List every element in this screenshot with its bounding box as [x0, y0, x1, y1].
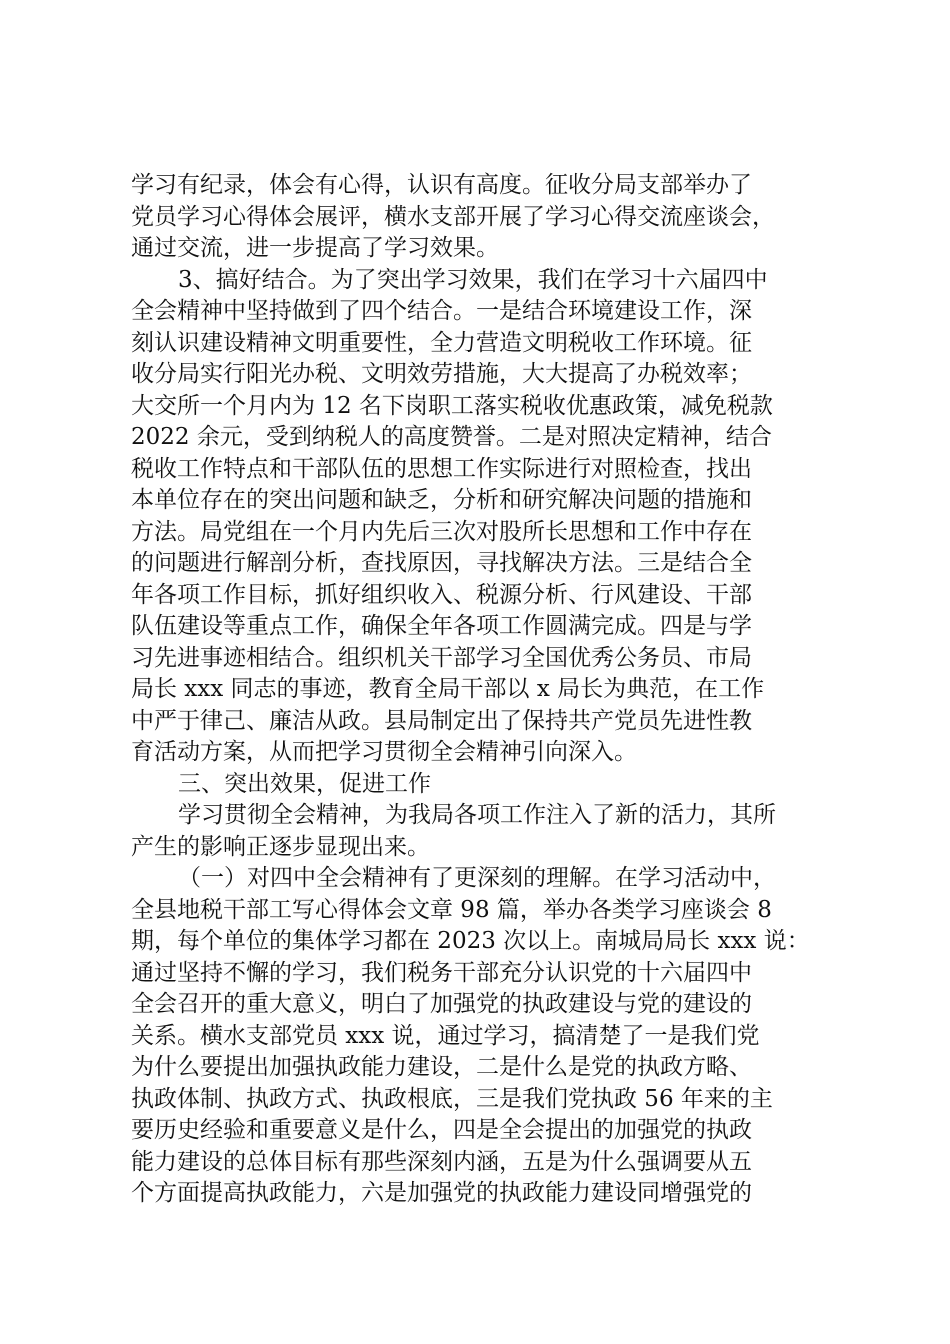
text-line: 要历史经验和重要意义是什么，四是全会提出的加强党的执政 — [131, 1117, 752, 1143]
text-line: 个方面提高执政能力，六是加强党的执政能力建设同增强党的 — [131, 1180, 752, 1206]
text-line: 产生的影响正逐步显现出来。 — [131, 833, 430, 860]
text-line: 习先进事迹相结合。组织机关干部学习全国优秀公务员、市局 — [131, 644, 752, 671]
text-line: 学习有纪录，体会有心得，认识有高度。征收分局支部举办了 — [131, 172, 752, 198]
text-line: 党员学习心得体会展评，横水支部开展了学习心得交流座谈会， — [131, 203, 775, 230]
text-line: 期，每个单位的集体学习都在 2023 次以上。南城局局长 xxx 说： — [131, 928, 810, 954]
text-line: 年各项工作目标，抓好组织收入、税源分析、行风建设、干部 — [131, 581, 752, 608]
text-line: 本单位存在的突出问题和缺乏，分析和研究解决问题的措施和 — [131, 487, 752, 513]
text-line: 收分局实行阳光办税、文明效劳措施，大大提高了办税效率； — [131, 361, 752, 387]
text-line: 全会精神中坚持做到了四个结合。一是结合环境建设工作，深 — [131, 298, 752, 324]
text-line: 的问题进行解剖分析，查找原因，寻找解决方法。三是结合全 — [131, 550, 752, 576]
paragraph-first-line: 3、搞好结合。为了突出学习效果，我们在学习十六届四中 — [178, 266, 768, 293]
text-line: 通过交流，进一步提高了学习效果。 — [131, 235, 499, 261]
paragraph-first-line: 三、突出效果，促进工作 — [178, 770, 431, 797]
text-line: 关系。横水支部党员 xxx 说，通过学习，搞清楚了一是我们党 — [131, 1022, 760, 1049]
text-line: 2022 余元，受到纳税人的高度赞誉。二是对照决定精神，结合 — [131, 424, 772, 450]
text-line: 税收工作特点和干部队伍的思想工作实际进行对照检查，找出 — [131, 455, 752, 482]
text-line: 通过坚持不懈的学习，我们税务干部充分认识党的十六届四中 — [131, 959, 752, 986]
text-line: 执政体制、执政方式、执政根底，三是我们党执政 56 年来的主 — [131, 1085, 773, 1112]
text-line: 全县地税干部工写心得体会文章 98 篇，举办各类学习座谈会 8 — [131, 896, 772, 923]
text-line: 方法。局党组在一个月内先后三次对股所长思想和工作中存在 — [131, 518, 752, 545]
text-line: 刻认识建设精神文明重要性，全力营造文明税收工作环境。征 — [131, 329, 752, 356]
paragraph-first-line: 学习贯彻全会精神，为我局各项工作注入了新的活力，其所 — [178, 802, 776, 828]
text-line: 能力建设的总体目标有那些深刻内涵，五是为什么强调要从五 — [131, 1148, 752, 1175]
text-line: 队伍建设等重点工作，确保全年各项工作圆满完成。四是与学 — [131, 613, 752, 639]
text-line: 全会召开的重大意义，明白了加强党的执政建设与党的建设的 — [131, 991, 752, 1017]
text-line: 局长 xxx 同志的事迹，教育全局干部以 x 局长为典范，在工作 — [131, 676, 765, 702]
text-line: 为什么要提出加强执政能力建设，二是什么是党的执政方略、 — [131, 1054, 752, 1080]
text-line: 大交所一个月内为 12 名下岗职工落实税收优惠政策，减免税款 — [131, 392, 773, 419]
text-line: 育活动方案，从而把学习贯彻全会精神引向深入。 — [131, 739, 637, 765]
paragraph-first-line: （一）对四中全会精神有了更深刻的理解。在学习活动中， — [178, 865, 776, 891]
text-line: 中严于律己、廉洁从政。县局制定出了保持共产党员先进性教 — [131, 707, 752, 734]
document-body — [131, 170, 831, 1210]
